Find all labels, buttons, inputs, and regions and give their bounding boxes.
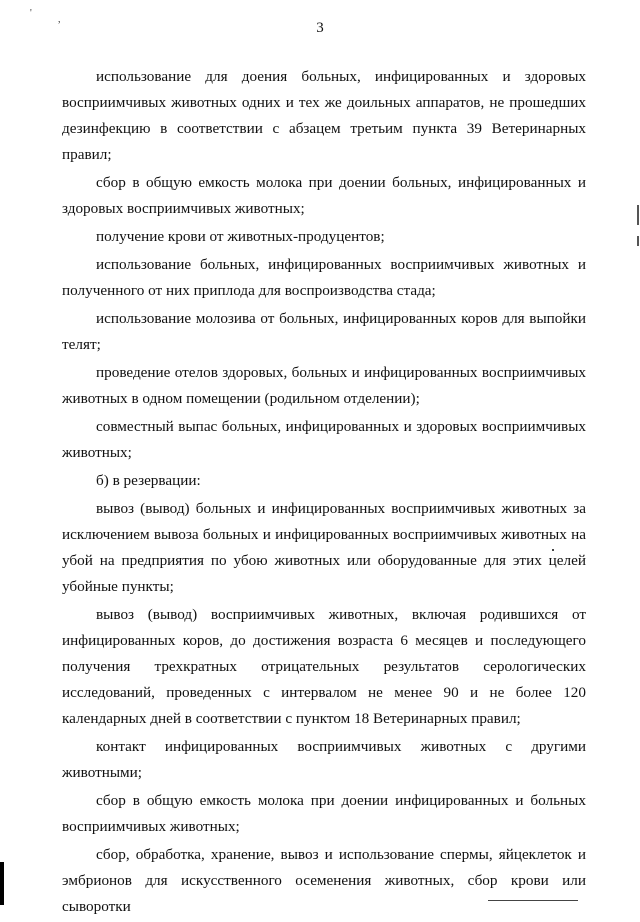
paragraph: использование молозива от больных, инфицированных коров для выпойки телят; [62,310,586,353]
paragraph: сбор в общую емкость молока при доении больных, инфицированных и здоровых восприимчивых животных; [62,174,586,217]
paragraph: совместный выпас больных, инфицированных и здоровых восприимчивых животных; [62,418,586,461]
paragraph: вывоз (вывод) больных и инфицированных восприимчивых животных за исключением вывоза больных и инфицированных восприимчивых животных на убой на предприятия по убою животных или оборудованные для этих целей убойные пункты; [62,500,586,595]
paragraph: использование больных, инфицированных восприимчивых животных и полученного от них приплода для воспроизводства стада; [62,256,586,299]
paragraph: контакт инфицированных восприимчивых животных с другими животными; [62,738,586,781]
page-number: 3 [316,20,324,36]
scan-edge-mark-right-2 [637,236,639,246]
scan-speck-left: ' [30,8,32,19]
scan-bottom-line [488,900,578,901]
paragraph: проведение отелов здоровых, больных и инфицированных восприимчивых животных в одном помещении (родильном отделении); [62,364,586,407]
paragraph: вывоз (вывод) восприимчивых животных, включая родившихся от инфицированных коров, до достижения возраста 6 месяцев и последующего получения трехкратных отрицательных результатов серологических исследований, проведенных с интервалом не менее 90 и не более 120 календарных дней в соответствии с пунктом 18 Ветеринарных правил; [62,606,586,727]
paragraph: б) в резервации: [96,472,201,489]
scan-edge-mark-left [0,862,4,905]
document-body [62,64,586,922]
scan-speck-left-2: , [58,14,61,25]
paragraph: использование для доения больных, инфицированных и здоровых восприимчивых животных одних и тех же доильных аппаратов, не прошедших дезинфекцию в соответствии с абзацем третьим пункта 39 Ветеринарных правил; [62,68,586,163]
scan-speck-mid [552,549,554,551]
scan-edge-mark-right [637,205,639,225]
paragraph: сбор, обработка, хранение, вывоз и использование спермы, яйцеклеток и эмбрионов для искусственного осеменения животных, сбор крови или сыворотки [62,846,586,915]
paragraph: получение крови от животных-продуцентов; [96,228,385,245]
paragraph: сбор в общую емкость молока при доении инфицированных и больных восприимчивых животных; [62,792,586,835]
